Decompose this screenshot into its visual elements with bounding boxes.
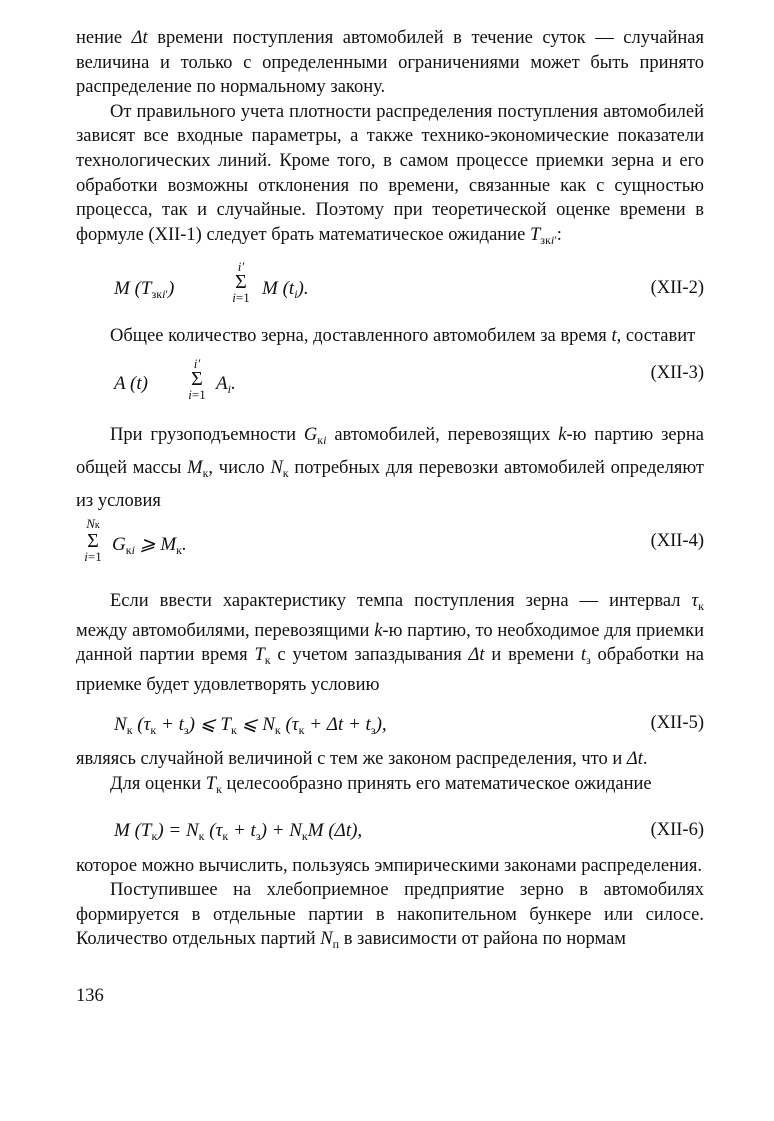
page-number: 136 <box>76 986 104 1006</box>
equation-number: (XII-6) <box>650 819 704 840</box>
equation-xii-5: $N_к$ $(\tau_к + t_з)$ ⩽ $T_к$ ⩽ $N_к$ $(\tau_к + \Delta t + t_з)$, (XII-5) <box>114 713 704 738</box>
paragraph-9: Поступившее на хлебоприемное предприятие зерно в автомобилях формируется в отдельные партии в накопительном бункере или силосе. Количество отдельных партий $N_п$ в зависимости от района по нормам <box>76 880 704 952</box>
page-body <box>76 26 704 957</box>
equation-number: (XII-3) <box>650 362 704 383</box>
paragraph-3: Общее количество зерна, доставленного автомобилем за время t, составит <box>110 326 696 347</box>
paragraph-8: которое можно вычислить, пользуясь эмпирическими законами распределения. <box>76 855 703 876</box>
paragraph-2: От правильного учета плотности распределения поступления автомобилей зависят все входные параметры, а также технико-экономические показатели технологических линий. Кроме того, в самом процессе приемки зерна и его обработки возможны отклонения по времени, связанные как с сущностью процесса, так и случайные. Поэтому при теоретической оценке времени в формуле (XII-1) следует брать математическое ожидание $T_{зкi'}$: <box>76 101 704 247</box>
equation-number: (XII-4) <box>650 530 704 551</box>
paragraph-4: При грузоподъемности $G_{кi}$ автомобилей, перевозящих k-ю партию зерна общей массы $M_к$, число $N_к$ потребных для перевозки автомобилей определяют из условия <box>76 424 705 511</box>
equation-number: (XII-2) <box>650 278 704 299</box>
paragraph-1: нение Δt времени поступления автомобилей в течение суток — случайная величина и только с определенными ограничениями может быть принято распределение по нормальному закону. <box>76 28 704 98</box>
paragraph-7: Для оценки $T_к$ целесообразно принять его математическое ожидание <box>110 773 652 796</box>
paragraph-6: являясь случайной величиной с тем же законом распределения, что и Δt. <box>76 749 648 770</box>
equation-xii-3: A (t) i′ Σ i=1 $A_i$. (XII-3) <box>114 355 704 402</box>
equation-xii-4: Nк Σ i=1 $G_{кi}$ ⩾ $M_к$. (XII-4) <box>84 515 704 564</box>
equation-number: (XII-5) <box>650 713 704 734</box>
paragraph-5: Если ввести характеристику темпа поступления зерна — интервал $\tau_к$ между автомобилями, перевозящими k-ю партию, то необходимое для приемки данной партии время $T_к$ с учетом запаздывания Δt и времени $t_з$ обработки на приемке будет удовлетворять условию <box>76 590 704 695</box>
equation-xii-6: M $(T_к) = N_к$ $(\tau_к + t_з) + N_кM$ (Δt), (XII-6) <box>114 819 704 843</box>
equation-xii-2: M $(T_{зкi'})$ i′ Σ i=1 M $(t_i)$. (XII-2) <box>114 259 704 306</box>
